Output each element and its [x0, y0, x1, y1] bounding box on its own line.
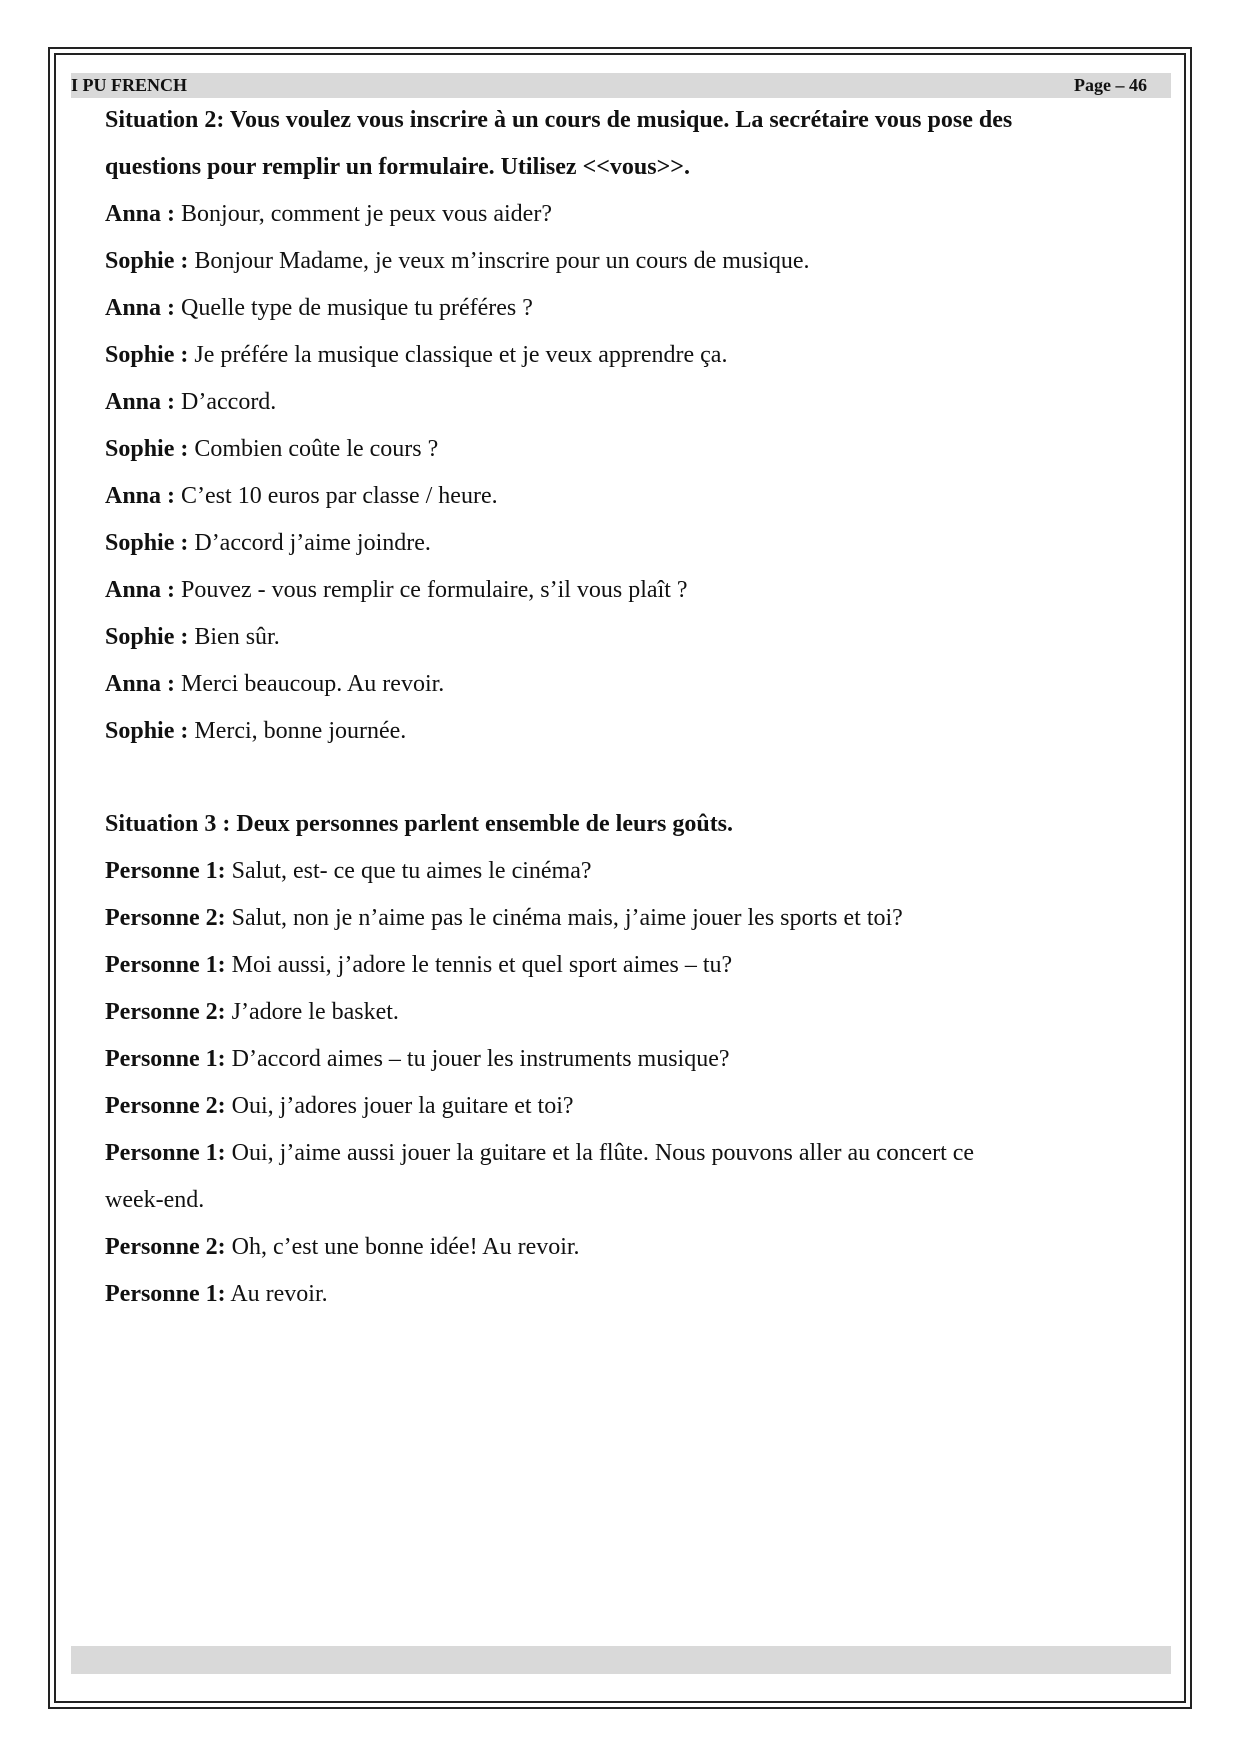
dialogue-line — [105, 1036, 1140, 1083]
dialogue-text: Bien sûr. — [188, 624, 280, 650]
dialogue-line — [105, 1130, 1140, 1177]
dialogue-line — [105, 848, 1140, 895]
dialogue-text: Bonjour, comment je peux vous aider? — [175, 201, 552, 227]
dialogue-text: J’adore le basket. — [225, 999, 399, 1025]
speaker-label: Personne 2: — [105, 999, 226, 1025]
speaker-label: Personne 1: — [105, 1140, 226, 1166]
dialogue-line — [105, 379, 1140, 426]
dialogue-text: Merci beaucoup. Au revoir. — [175, 671, 445, 697]
dialogue-text: Combien coûte le cours ? — [188, 436, 439, 462]
page-content — [105, 97, 1140, 1318]
speaker-label: Sophie : — [105, 436, 189, 462]
dialogue-text: Oui, j’aime aussi jouer la guitare et la flûte. Nous pouvons aller au concert ce — [225, 1140, 975, 1166]
speaker-label: Anna : — [105, 389, 176, 415]
dialogue-line — [105, 238, 1140, 285]
situation3-title: Situation 3 : Deux personnes parlent ensemble de leurs goûts. — [105, 811, 734, 837]
situation2-title-line1: Situation 2: Vous voulez vous inscrire à un cours de musique. La secrétaire vous pose des — [105, 107, 1013, 133]
dialogue-text: Au revoir. — [225, 1281, 328, 1307]
dialogue-text: Bonjour Madame, je veux m’inscrire pour un cours de musique. — [188, 248, 810, 274]
dialogue-line — [105, 942, 1140, 989]
speaker-label: Personne 1: — [105, 1046, 226, 1072]
speaker-label: Sophie : — [105, 248, 189, 274]
dialogue-line — [105, 614, 1140, 661]
header-course-title: I PU FRENCH — [71, 75, 187, 95]
dialogue-text: week-end. — [105, 1187, 205, 1213]
speaker-label: Personne 2: — [105, 905, 226, 931]
dialogue-text: D’accord. — [175, 389, 277, 415]
page-footer-bar — [71, 1646, 1171, 1674]
dialogue-line — [105, 426, 1140, 473]
speaker-label: Personne 2: — [105, 1234, 226, 1260]
speaker-label: Anna : — [105, 201, 176, 227]
speaker-label: Sophie : — [105, 530, 189, 556]
situation2-dialogue — [105, 191, 1140, 755]
dialogue-text: Pouvez - vous remplir ce formulaire, s’il vous plaît ? — [175, 577, 688, 603]
dialogue-text: Moi aussi, j’adore le tennis et quel sport aimes – tu? — [225, 952, 733, 978]
speaker-label: Anna : — [105, 671, 176, 697]
dialogue-line — [105, 332, 1140, 379]
situation3-dialogue — [105, 848, 1140, 1318]
dialogue-text: Je préfére la musique classique et je veux apprendre ça. — [188, 342, 728, 368]
dialogue-text: D’accord j’aime joindre. — [188, 530, 431, 556]
speaker-label: Anna : — [105, 577, 176, 603]
dialogue-line — [105, 989, 1140, 1036]
dialogue-text: Merci, bonne journée. — [188, 718, 407, 744]
dialogue-line — [105, 520, 1140, 567]
dialogue-line — [105, 1224, 1140, 1271]
dialogue-line-continuation — [105, 1177, 1140, 1224]
speaker-label: Anna : — [105, 295, 176, 321]
speaker-label: Sophie : — [105, 624, 189, 650]
dialogue-line — [105, 285, 1140, 332]
dialogue-line — [105, 895, 1140, 942]
section-spacer — [105, 755, 1140, 801]
speaker-label: Sophie : — [105, 718, 189, 744]
situation2-title-line2: questions pour remplir un formulaire. Utilisez <<vous>>. — [105, 154, 690, 180]
dialogue-text: Oh, c’est une bonne idée! Au revoir. — [225, 1234, 580, 1260]
speaker-label: Personne 1: — [105, 1281, 226, 1307]
dialogue-line — [105, 1271, 1140, 1318]
dialogue-line — [105, 567, 1140, 614]
speaker-label: Personne 1: — [105, 858, 226, 884]
dialogue-line — [105, 473, 1140, 520]
dialogue-text: C’est 10 euros par classe / heure. — [175, 483, 498, 509]
dialogue-line — [105, 1083, 1140, 1130]
speaker-label: Anna : — [105, 483, 176, 509]
speaker-label: Sophie : — [105, 342, 189, 368]
speaker-label: Personne 2: — [105, 1093, 226, 1119]
speaker-label: Personne 1: — [105, 952, 226, 978]
page-header — [71, 73, 1171, 98]
dialogue-line — [105, 708, 1140, 755]
dialogue-text: D’accord aimes – tu jouer les instruments musique? — [225, 1046, 730, 1072]
dialogue-line — [105, 191, 1140, 238]
dialogue-line — [105, 661, 1140, 708]
dialogue-text: Quelle type de musique tu préféres ? — [175, 295, 533, 321]
dialogue-text: Oui, j’adores jouer la guitare et toi? — [225, 1093, 574, 1119]
dialogue-text: Salut, non je n’aime pas le cinéma mais, j’aime jouer les sports et toi? — [225, 905, 903, 931]
dialogue-text: Salut, est- ce que tu aimes le cinéma? — [225, 858, 592, 884]
header-page-number: Page – 46 — [1074, 75, 1147, 95]
